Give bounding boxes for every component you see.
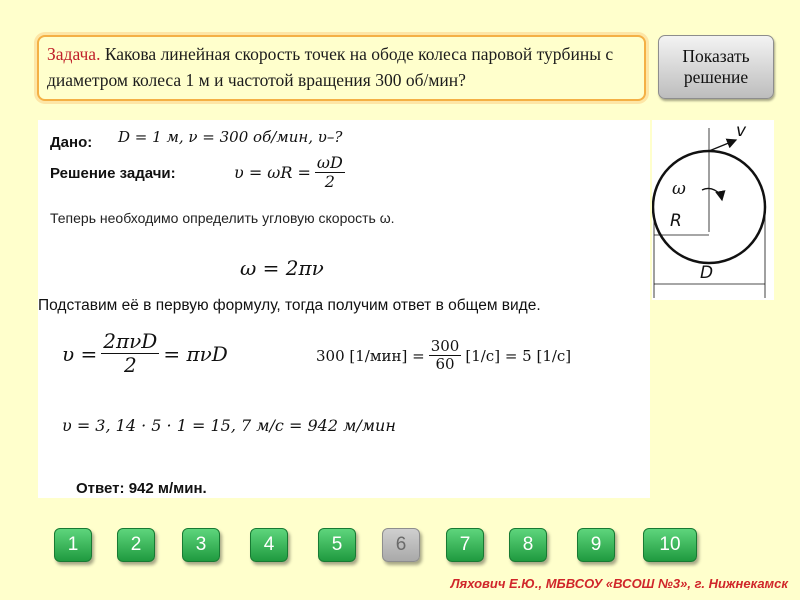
- nav-page-6-label: 6: [395, 534, 407, 555]
- d-label: D: [700, 263, 714, 283]
- nav-page-2-label: 2: [130, 534, 142, 555]
- text-substitute: Подставим её в первую формулу, тогда получим ответ в общем виде.: [38, 297, 541, 314]
- conversion-num: 300: [430, 337, 460, 355]
- footer-author: Ляхович Е.Ю., МБВСОУ «ВСОШ №3», г. Нижнекамск: [450, 576, 788, 591]
- solution-label: Решение задачи:: [50, 165, 176, 182]
- formula-1-fraction: [315, 154, 345, 192]
- nav-page-7[interactable]: [446, 528, 484, 562]
- show-solution-line1: Показать: [682, 46, 750, 66]
- nav-page-4[interactable]: [250, 528, 288, 562]
- nav-page-9[interactable]: [577, 528, 615, 562]
- nav-page-5-label: 5: [331, 534, 343, 555]
- task-label: Задача.: [47, 44, 101, 64]
- nav-page-9-label: 9: [590, 534, 602, 555]
- nav-page-3[interactable]: [182, 528, 220, 562]
- nav-page-10[interactable]: [643, 528, 697, 562]
- nav-page-6[interactable]: [382, 528, 420, 562]
- formula-1-den: 2: [324, 172, 335, 192]
- formula-3-num: 2πνD: [103, 329, 158, 353]
- wheel-diagram-svg: [652, 120, 774, 300]
- conversion-fraction: [429, 338, 462, 374]
- nav-page-3-label: 3: [195, 534, 207, 555]
- solution-panel: [38, 120, 650, 498]
- nav-page-10-label: 10: [659, 534, 681, 555]
- rotation-arrow: [702, 189, 722, 200]
- formula-1-num: ωD: [316, 153, 343, 172]
- nav-page-4-label: 4: [263, 534, 275, 555]
- formula-3-lhs: υ =: [62, 341, 98, 366]
- task-text: [47, 41, 639, 93]
- task-question: Какова линейная скорость точек на ободе колеса паровой турбины с диаметром колеса 1 м и частотой вращения 300 об/мин?: [47, 44, 614, 90]
- velocity-arrow: [709, 140, 736, 151]
- nav-page-7-label: 7: [459, 534, 471, 555]
- nav-page-2[interactable]: [117, 528, 155, 562]
- show-solution-line2: решение: [683, 67, 749, 87]
- show-solution-button[interactable]: [658, 35, 774, 99]
- wheel-diagram: [652, 120, 774, 300]
- formula-3-fraction: [101, 330, 159, 377]
- v-label: v: [736, 121, 747, 141]
- nav-page-8-label: 8: [522, 534, 534, 555]
- text-angular-velocity: Теперь необходимо определить угловую скорость ω.: [50, 210, 395, 226]
- conversion-formula: [316, 338, 571, 374]
- conversion-lhs: 300 [1/мин] =: [316, 346, 425, 365]
- answer-text: Ответ: 942 м/мин.: [76, 480, 207, 497]
- nav-page-1-label: 1: [67, 534, 79, 555]
- nav-page-5[interactable]: [318, 528, 356, 562]
- conversion-rhs: [1/с] = 5 [1/с]: [465, 346, 572, 365]
- nav-page-1[interactable]: [54, 528, 92, 562]
- given-label: Дано:: [50, 134, 93, 151]
- nav-page-8[interactable]: [509, 528, 547, 562]
- given-formula: D = 1 м, ν = 300 об/мин, υ–?: [118, 128, 343, 146]
- conversion-den: 60: [435, 355, 455, 374]
- omega-label: ω: [672, 179, 686, 199]
- formula-4: υ = 3, 14 · 5 · 1 = 15, 7 м/с = 942 м/мин: [62, 416, 396, 435]
- r-label: R: [670, 211, 682, 231]
- formula-3: [62, 330, 228, 377]
- formula-1-lhs: υ = ωR =: [234, 163, 311, 183]
- formula-3-rhs: = πνD: [163, 341, 228, 366]
- task-box: [37, 35, 646, 101]
- formula-3-den: 2: [123, 353, 137, 377]
- formula-1: [234, 154, 349, 192]
- formula-2: ω = 2πν: [240, 256, 324, 280]
